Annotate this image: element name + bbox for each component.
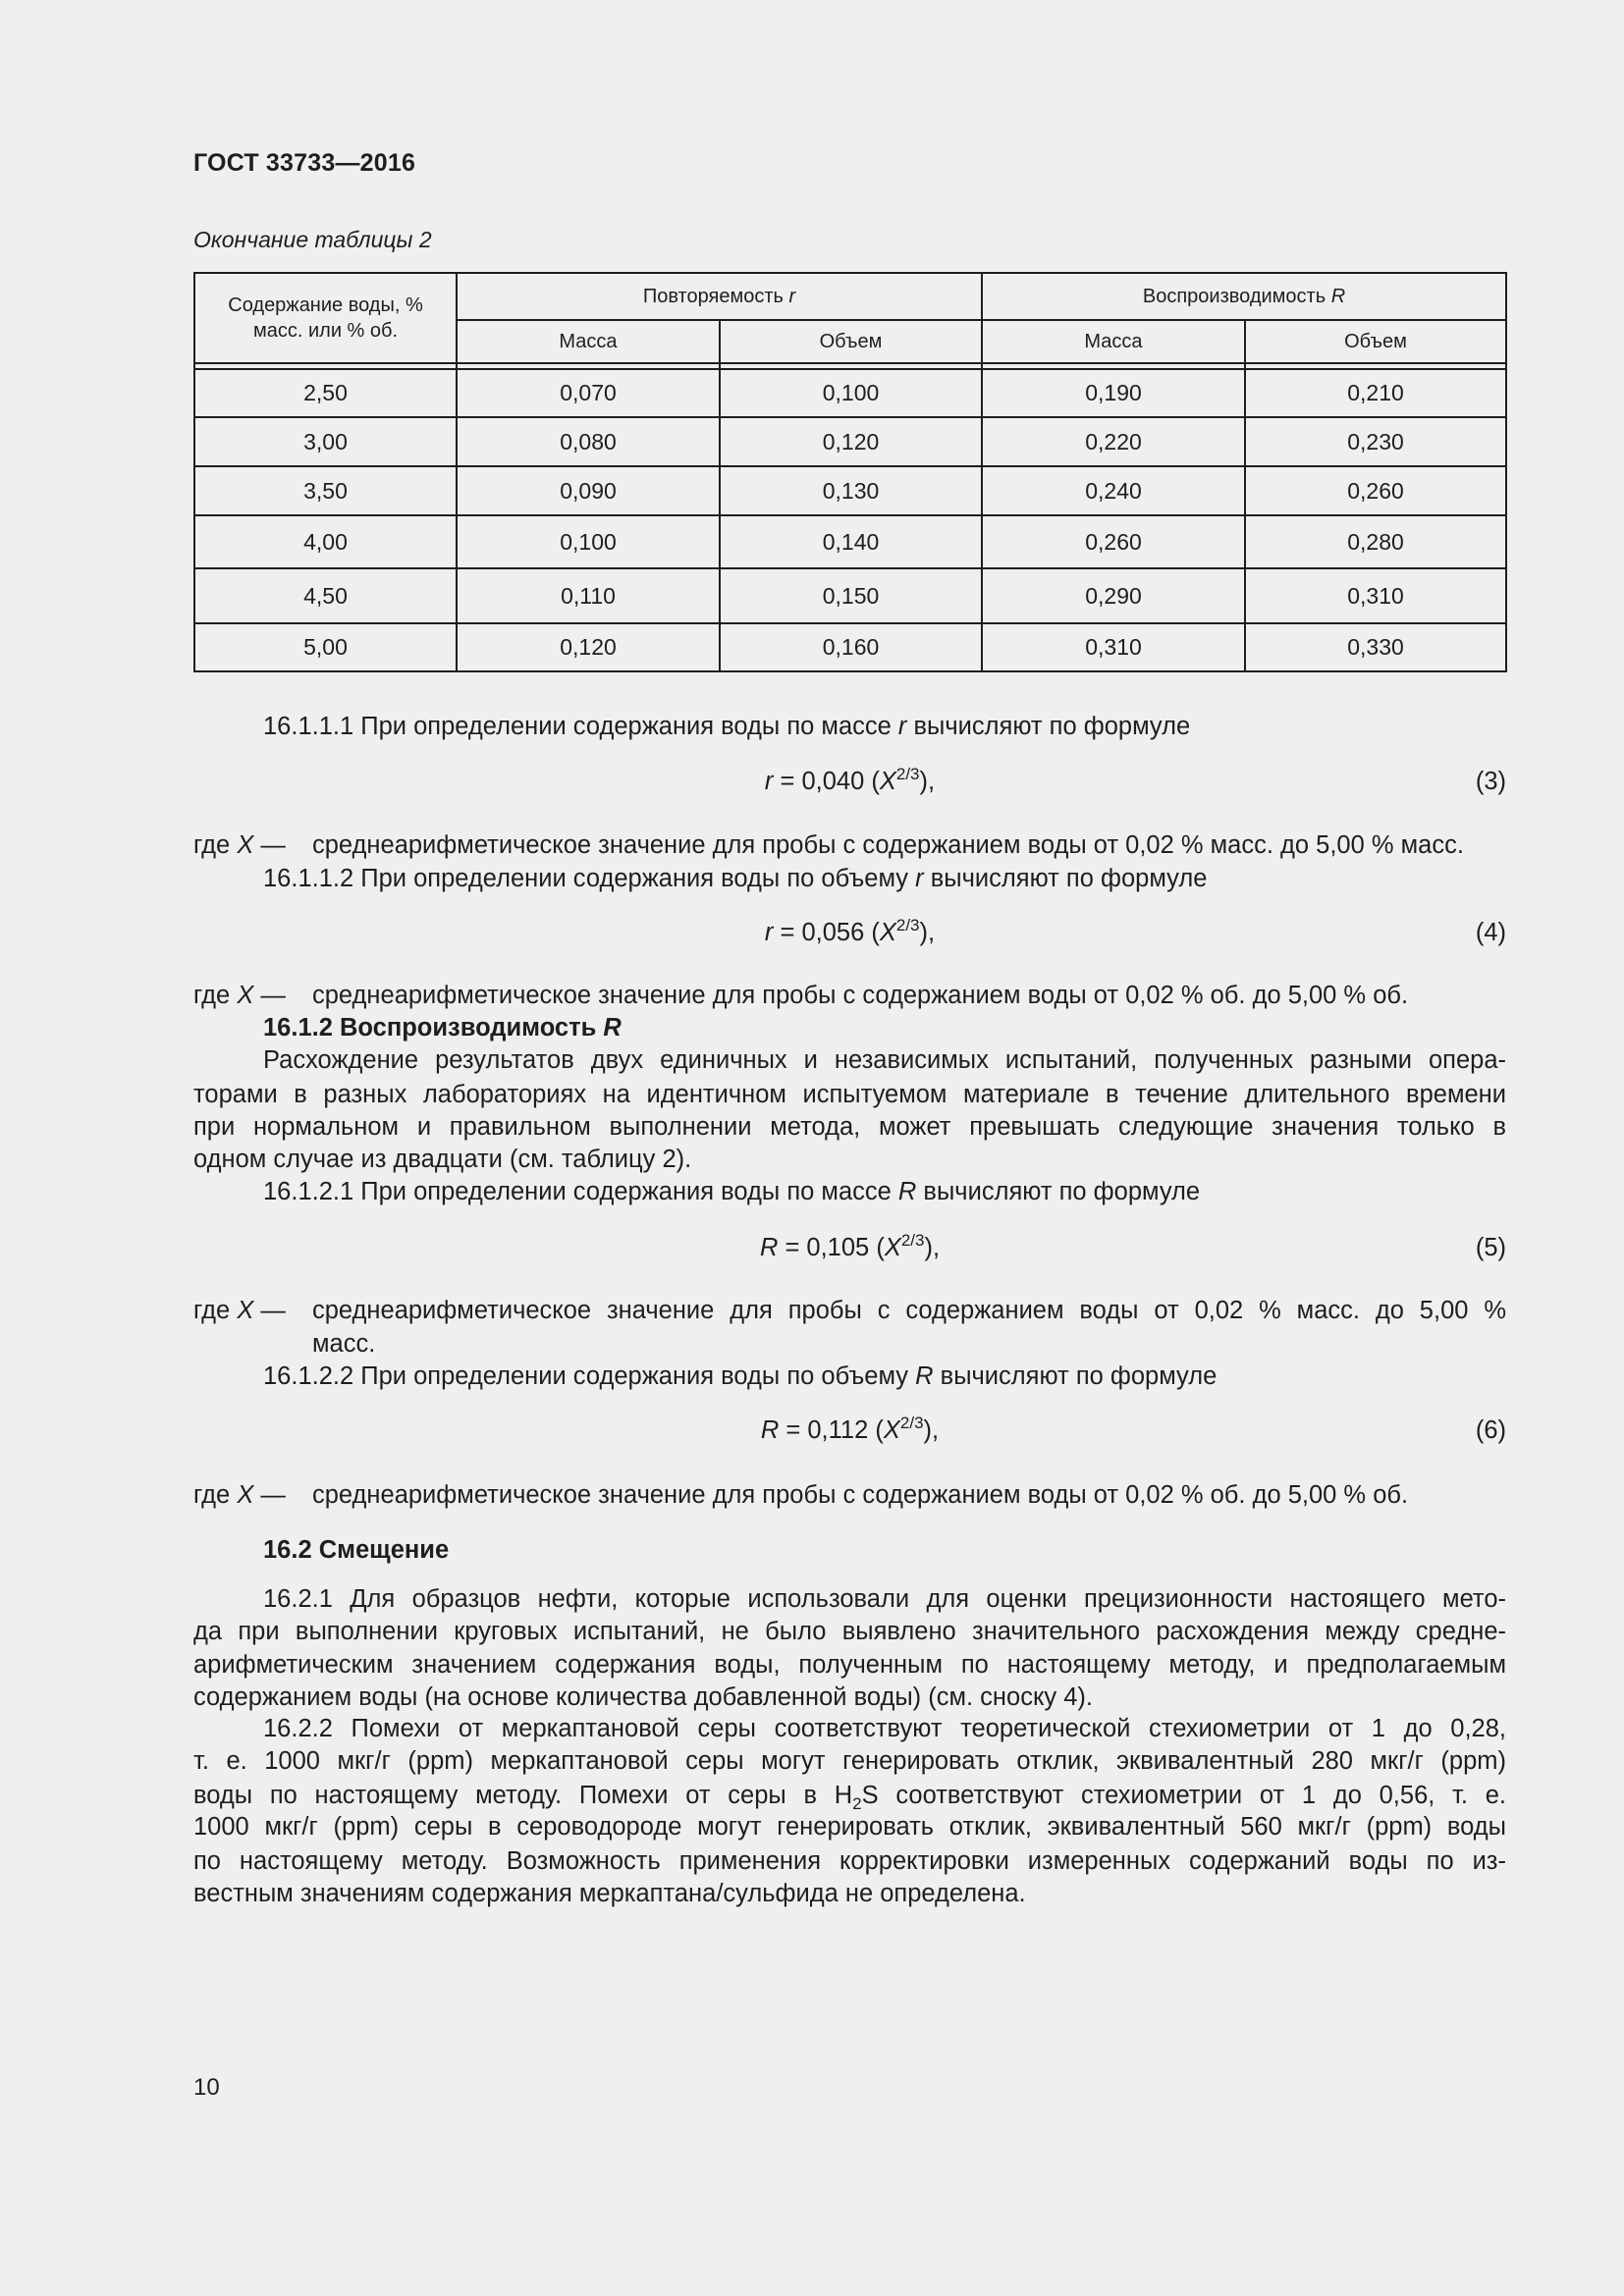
where-prefix: где X — xyxy=(193,831,286,859)
paragraph-16-1-2-1 xyxy=(193,1175,1506,1208)
cell-r-volume: 0,100 xyxy=(822,380,880,405)
cell-r-volume: 0,140 xyxy=(822,528,880,555)
formula-end: ), xyxy=(919,919,936,946)
formula-body xyxy=(761,1416,939,1444)
cell-r-volume: 0,120 xyxy=(822,428,880,454)
paragraph-text: 16.1.1.1 При определении содержания воды по массе xyxy=(263,713,898,740)
formula-end: ), xyxy=(919,768,936,795)
paragraph-text: вычисляют по формуле xyxy=(916,1178,1201,1205)
cell-R-mass: 0,290 xyxy=(1085,582,1142,609)
where-clause-1 xyxy=(193,828,1506,862)
paragraph-line: содержанием воды (на основе количества добавленной воды) (см. сноску 4). xyxy=(193,1683,1093,1711)
paragraph-text: вычисляют по формуле xyxy=(923,865,1208,892)
table-header-double-line-1 xyxy=(193,362,1507,364)
cell-content: 4,50 xyxy=(303,582,348,609)
formula-x: X xyxy=(883,1416,900,1444)
header-repeatability-label: Повторяемость xyxy=(642,286,784,307)
repeatability-symbol: r xyxy=(788,286,796,307)
formula-number: (6) xyxy=(1475,1416,1506,1444)
cell-R-mass: 0,220 xyxy=(1085,428,1142,454)
paragraph-line: 16.2.2 Помехи от меркаптановой серы соответствуют теоретической стехиометрии от 1 до 0,28, xyxy=(263,1715,1506,1742)
cell-r-volume: 0,130 xyxy=(822,477,880,504)
cell-R-volume: 0,330 xyxy=(1347,634,1404,660)
formula-mid: = 0,112 ( xyxy=(779,1416,884,1444)
formula-6 xyxy=(193,1411,1506,1450)
heading-16-1-2 xyxy=(193,1011,1506,1044)
paragraph-text: вычисляют по формуле xyxy=(933,1362,1218,1390)
symbol-R: R xyxy=(897,1178,917,1205)
paragraph-text: 16.1.2.2 При определении содержания воды по объему xyxy=(263,1362,916,1390)
cell-R-volume: 0,230 xyxy=(1347,428,1404,454)
table-border-bottom xyxy=(193,670,1507,672)
where-prefix: где X — xyxy=(193,1481,286,1509)
cell-content: 4,00 xyxy=(303,528,348,555)
cell-R-mass: 0,260 xyxy=(1085,528,1142,555)
formula-body xyxy=(764,765,936,795)
paragraph-16-1-2-2 xyxy=(193,1360,1506,1393)
formula-exponent: 2/3 xyxy=(899,1414,924,1432)
paragraph-line: да при выполнении круговых испытаний, не было выявлено значительного расхождения между средне- xyxy=(193,1618,1506,1645)
formula-mid: = 0,105 ( xyxy=(778,1234,885,1261)
formula-x: X xyxy=(884,1234,901,1261)
paragraph-line: по настоящему методу. Возможность применения корректировки измеренных содержаний воды по из- xyxy=(193,1847,1506,1875)
header-R-volume: Объем xyxy=(1344,331,1407,352)
reproducibility-symbol: R xyxy=(1330,286,1346,307)
formula-number: (4) xyxy=(1475,919,1506,946)
paragraph-line xyxy=(193,1779,1506,1812)
formula-3 xyxy=(193,762,1506,801)
paragraph-text: 16.1.1.2 При определении содержания воды по объему xyxy=(263,865,916,892)
formula-4 xyxy=(193,913,1506,952)
where-clause-2 xyxy=(193,979,1506,1012)
header-r-volume: Объем xyxy=(819,331,883,352)
header-reproducibility-label: Воспроизводимость xyxy=(1142,286,1326,307)
formula-end: ), xyxy=(923,1416,940,1444)
cell-R-mass: 0,240 xyxy=(1085,477,1142,504)
paragraph-text: 16.1.2.1 При определении содержания воды по массе xyxy=(263,1178,898,1205)
header-r-mass: Масса xyxy=(559,331,618,352)
paragraph-line: торами в разных лабораториях на идентичном испытуемом материале в течение длительного времени xyxy=(193,1081,1506,1108)
cell-R-volume: 0,310 xyxy=(1347,582,1404,609)
cell-R-volume: 0,280 xyxy=(1347,528,1404,555)
cell-r-mass: 0,120 xyxy=(560,634,617,660)
formula-end: ), xyxy=(924,1234,941,1261)
formula-mid: = 0,040 ( xyxy=(773,768,880,795)
header-reproducibility xyxy=(983,274,1505,319)
where-clause-3 xyxy=(193,1294,1506,1361)
formula-x: X xyxy=(879,768,896,795)
cell-content: 2,50 xyxy=(303,380,348,405)
formula-lhs: r xyxy=(764,768,774,795)
formula-number: (3) xyxy=(1475,768,1506,795)
symbol-r: r xyxy=(897,713,907,740)
cell-r-mass: 0,100 xyxy=(560,528,617,555)
cell-r-volume: 0,160 xyxy=(822,634,880,660)
page-number: 10 xyxy=(193,2074,220,2101)
formula-number: (5) xyxy=(1475,1234,1506,1261)
paragraph-line: 16.2.1 Для образцов нефти, которые использовали для оценки прецизионности настоящего мето- xyxy=(263,1585,1506,1613)
paragraph-line: арифметическим значением содержания воды, полученным по настоящему методу, и предполагаемым xyxy=(193,1651,1506,1679)
table-border-right xyxy=(1505,272,1507,672)
cell-r-mass: 0,070 xyxy=(560,380,617,405)
document-code: ГОСТ 33733—2016 xyxy=(193,149,416,177)
where-text: среднеарифметическое значение для пробы с содержанием воды от 0,02 % об. до 5,00 % об. xyxy=(312,1481,1409,1509)
cell-content: 5,00 xyxy=(303,634,348,660)
cell-content: 3,00 xyxy=(303,428,348,454)
paragraph-line: 1000 мкг/г (ppm) серы в сероводороде могут генерировать отклик, эквивалентный 560 мкг/г (ppm) воды xyxy=(193,1813,1506,1841)
formula-exponent: 2/3 xyxy=(895,916,920,934)
paragraph-line: при нормальном и правильном выполнении метода, может превышать следующие значения только в xyxy=(193,1113,1506,1141)
symbol-R: R xyxy=(603,1014,622,1041)
where-prefix: где X — xyxy=(193,982,286,1009)
precision-table xyxy=(193,272,1507,672)
cell-r-mass: 0,090 xyxy=(560,477,617,504)
formula-mid: = 0,056 ( xyxy=(773,919,880,946)
where-prefix: где X — xyxy=(193,1297,286,1324)
formula-exponent: 2/3 xyxy=(895,765,920,783)
cell-R-mass: 0,310 xyxy=(1085,634,1142,660)
where-text-line: масс. xyxy=(312,1330,376,1358)
paragraph-text: S соответствуют стехиометрии от 1 до 0,56, т. е. xyxy=(861,1782,1506,1809)
formula-lhs: r xyxy=(764,919,774,946)
paragraph-line: одном случае из двадцати (см. таблицу 2). xyxy=(193,1146,692,1173)
paragraph-16-1-1-2 xyxy=(193,862,1506,895)
cell-R-volume: 0,210 xyxy=(1347,380,1404,405)
symbol-r: r xyxy=(915,865,924,892)
paragraph-text: вычисляют по формуле xyxy=(906,713,1191,740)
header-R-mass: Масса xyxy=(1084,331,1143,352)
cell-r-volume: 0,150 xyxy=(822,582,880,609)
heading-text: 16.1.2 Воспроизводимость xyxy=(263,1014,604,1041)
formula-5 xyxy=(193,1228,1506,1267)
formula-body xyxy=(759,1231,941,1261)
subscript: 2 xyxy=(852,1794,862,1812)
where-clause-4 xyxy=(193,1478,1506,1512)
where-text: среднеарифметическое значение для пробы с содержанием воды от 0,02 % об. до 5,00 % об. xyxy=(312,982,1409,1009)
paragraph-text: воды по настоящему методу. Помехи от серы в H xyxy=(193,1782,853,1809)
formula-lhs: R xyxy=(760,1416,780,1444)
formula-x: X xyxy=(879,919,896,946)
symbol-R: R xyxy=(915,1362,934,1390)
cell-content: 3,50 xyxy=(303,477,348,504)
header-repeatability xyxy=(458,274,981,319)
header-water-content: Содержание воды, % масс. или % об. xyxy=(228,294,423,342)
cell-R-volume: 0,260 xyxy=(1347,477,1404,504)
cell-r-mass: 0,110 xyxy=(561,582,616,609)
paragraph-16-1-1-1 xyxy=(193,710,1506,743)
paragraph-line: Расхождение результатов двух единичных и независимых испытаний, полученных разными опера- xyxy=(263,1046,1506,1074)
table-caption: Окончание таблицы 2 xyxy=(193,227,432,252)
formula-exponent: 2/3 xyxy=(900,1231,925,1250)
cell-r-mass: 0,080 xyxy=(560,428,617,454)
cell-R-mass: 0,190 xyxy=(1085,380,1142,405)
where-text xyxy=(312,1294,1506,1361)
paragraph-line: вестным значениям содержания меркаптана/сульфида не определена. xyxy=(193,1880,1026,1907)
where-text-line: среднеарифметическое значение для пробы с содержанием воды от 0,02 % масс. до 5,00 % xyxy=(312,1297,1506,1324)
heading-16-2: 16.2 Смещение xyxy=(263,1536,450,1564)
formula-lhs: R xyxy=(759,1234,779,1261)
formula-body xyxy=(764,916,936,946)
paragraph-line: т. е. 1000 мкг/г (ppm) меркаптановой серы могут генерировать отклик, эквивалентный 280 мкг/г (ppm) xyxy=(193,1747,1506,1775)
where-text: среднеарифметическое значение для пробы с содержанием воды от 0,02 % масс. до 5,00 % масс. xyxy=(312,831,1464,859)
